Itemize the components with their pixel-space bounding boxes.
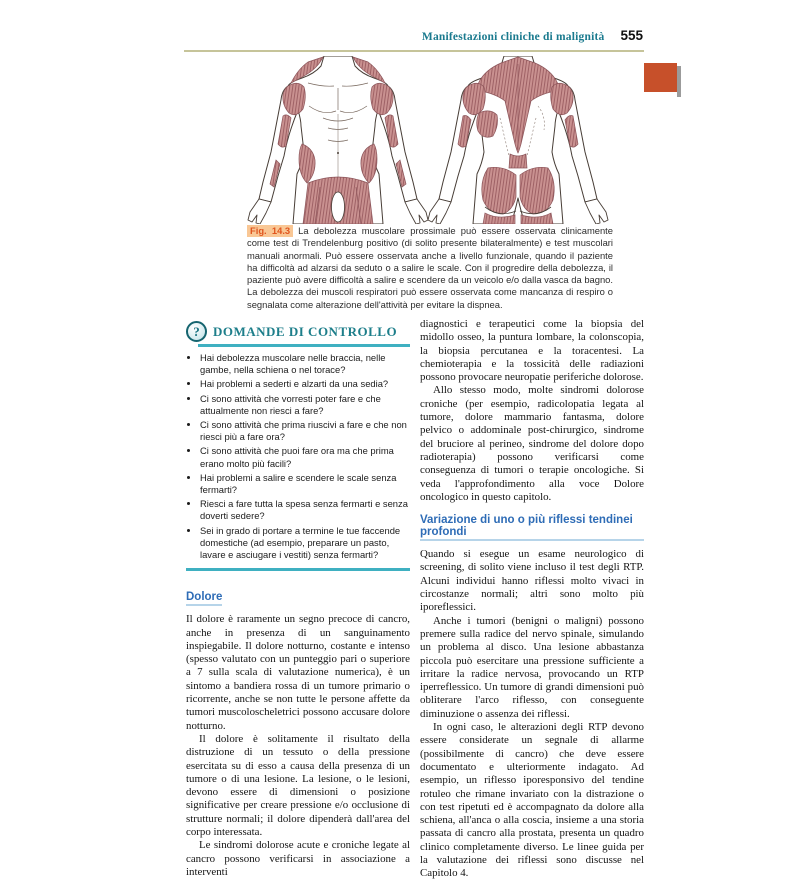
checklist-item: • Hai problemi a sederti e alzarti da una sedia? bbox=[200, 378, 410, 390]
control-questions-box bbox=[186, 321, 410, 571]
paragraph-right-1: diagnostici e terapeutici come la biopsia del midollo osseo, la puntura lombare, la colonscopia, la biopsia percutanea e la toracentesi. La chemioterapia e la tossicità delle radiazioni possono provocare neuropatie periferiche dolorose. bbox=[420, 318, 644, 384]
checklist-item: • Sei in grado di portare a termine le tue faccende domestiche (ad esempio, preparare un pasto, lavare e asciugare i vestiti) senza fermarti? bbox=[200, 525, 410, 562]
paragraph-riflessi-2: Anche i tumori (benigni o maligni) possono premere sulla radice del nervo spinale, simulando un problema al disco. Una lesione abbastanza piccola può esercitare una pressione sufficiente a irritare la radice nervosa, provocando un RTP iperreflessico. Un tumore di grandi dimensioni può obliterare l'arco riflesso, con conseguente diminuzione o assenza dei riflessi. bbox=[420, 614, 644, 720]
control-questions-header bbox=[186, 321, 410, 342]
left-column bbox=[186, 321, 410, 879]
running-head-title: Manifestazioni cliniche di malignità bbox=[421, 31, 605, 43]
paragraph-dolore-1: Il dolore è raramente un segno precoce di cancro, anche in presenza di un sanguinamento inspiegabile. Il dolore notturno, costante e intenso (spesso valutato con un punteggio pari o superiore a 7 sulla scala di valutazione numerica), è un sintomo a bandiera rossa di un tumore primario o ricorrente, anche se non tutte le persone affette da tumori muscoloscheletrici possono accusare dolore notturno. bbox=[186, 613, 410, 732]
chapter-tab-shadow bbox=[677, 66, 681, 97]
control-questions-bottom-rule bbox=[186, 568, 410, 571]
question-mark-icon: ? bbox=[186, 321, 207, 342]
figure-14-3 bbox=[238, 56, 614, 224]
control-questions-list bbox=[186, 352, 410, 561]
muscular-anatomy-figure bbox=[238, 56, 614, 224]
figure-label: Fig. 14.3 bbox=[247, 225, 293, 237]
figure-caption bbox=[247, 225, 613, 311]
checklist-item: • Ci sono attività che vorresti poter fare e che attualmente non riesci a fare? bbox=[200, 393, 410, 417]
checklist-item: • Riesci a fare tutta la spesa senza fermarti e senza doverti sedere? bbox=[200, 498, 410, 522]
figure-caption-text: La debolezza muscolare prossimale può essere osservata clinicamente come test di Trendelenburg positivo (di solito presente bilateralmente) e test muscolari manuali anormali. Può essere osservata anche a livello funzionale, quando il paziente ha difficoltà ad alzarsi da seduto o a salire le scale. Con il progredire della debolezza, il paziente può avere difficoltà a salire e scendere da un veicolo e/o dalla vasca da bagno. La debolezza dei muscoli respiratori può essere osservata come mancanza di respiro o segnalata come alterazione dell'attività per evitare la dispnea. bbox=[247, 225, 613, 310]
checklist-item: • Hai debolezza muscolare nelle braccia, nelle gambe, nella schiena o nel torace? bbox=[200, 352, 410, 376]
paragraph-right-2: Allo stesso modo, molte sindromi dolorose croniche (per esempio, radicolopatia legata al tumore, dolore mammario fantasma, dolore pelvico o addominale post-chirurgico, sindrome del bruciore al perineo, sindrome del dolore dopo radioterapia) possono verificarsi come conseguenza di tumori o terapie oncologiche. Si veda l'approfondimento alla voce Dolore oncologico in questo capitolo. bbox=[420, 384, 644, 503]
paragraph-riflessi-3: In ogni caso, le alterazioni degli RTP devono essere considerate un segnale di allarme (possibilmente di cancro) che deve essere documentato e ulteriormente indagato. Ad esempio, un riflesso iporesponsivo del tendine rotuleo che rimane invariato con la distrazione o con test ripetuti ed è accompagnato da dolore alla schiena, all'anca o alla coscia, insieme a una storia passata di cancro alla prostata, presenta un quadro clinico completamente diverso. Le linee guida per la valutazione dei riflessi sono discusse nel Capitolo 4. bbox=[420, 721, 644, 880]
right-column bbox=[420, 318, 644, 881]
running-head-rule bbox=[184, 50, 644, 52]
paragraph-dolore-2: Il dolore è solitamente il risultato della distruzione di un tessuto o della pressione esercitata su di esso a causa della presenza di un tumore o di una lesione. La lesione, o le lesioni, devono essere di dimensioni o posizione significative per creare pressione e/o occlusione di strutture normali; il dolore dipenderà dall'area del corpo interessata. bbox=[186, 732, 410, 838]
running-head bbox=[186, 28, 643, 43]
paragraph-riflessi-1: Quando si esegue un esame neurologico di screening, di solito viene incluso il test degli RTP. Alcuni individui hanno riflessi molto vivaci in circostanze normali; altri sono molto più iporeflessici. bbox=[420, 548, 644, 614]
page-number: 555 bbox=[620, 28, 643, 43]
chapter-thumb-tab bbox=[644, 63, 677, 92]
section-heading-riflessi: Variazione di uno o più riflessi tendinei profondi bbox=[420, 514, 644, 541]
checklist-item: • Hai problemi a salire e scendere le scale senza fermarti? bbox=[200, 472, 410, 496]
section-heading-dolore: Dolore bbox=[186, 591, 222, 606]
control-questions-title-rule bbox=[198, 344, 410, 347]
checklist-item: • Ci sono attività che prima riuscivi a fare e che non riesci più a fare ora? bbox=[200, 419, 410, 443]
checklist-item: • Ci sono attività che puoi fare ora ma che prima erano molto più facili? bbox=[200, 445, 410, 469]
control-questions-title: DOMANDE DI CONTROLLO bbox=[213, 323, 398, 339]
paragraph-dolore-3: Le sindromi dolorose acute e croniche legate al cancro possono verificarsi in associazione a interventi bbox=[186, 839, 410, 878]
